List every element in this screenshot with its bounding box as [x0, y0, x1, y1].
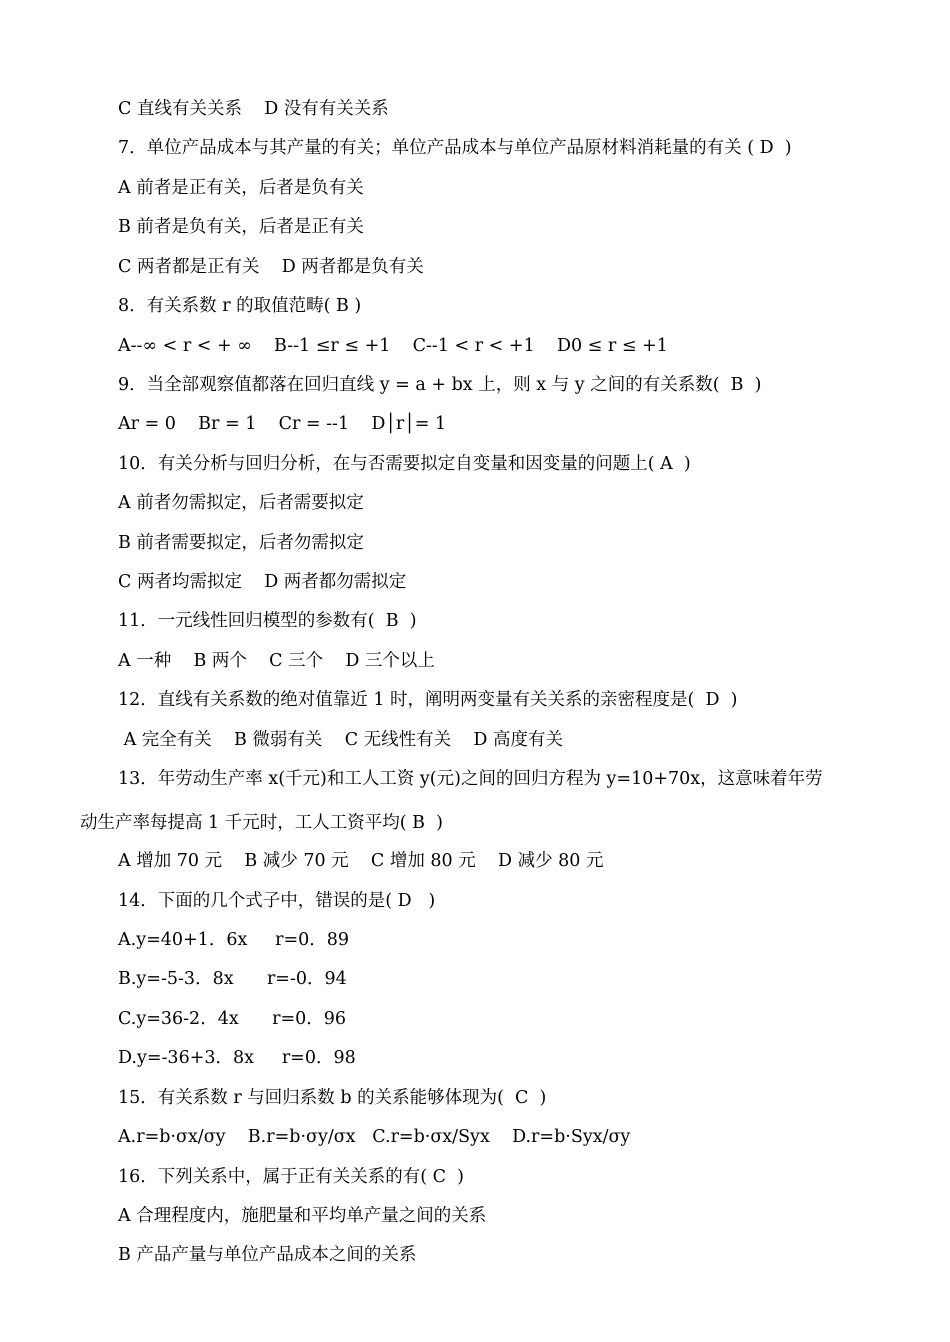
option-line: C 两者都是正有关 D 两者都是负有关: [118, 257, 424, 277]
question-8: 8．有关系数 r 的取值范畴( B ): [118, 296, 362, 316]
question-13: 13．年劳动生产率 x(千元)和工人工资 y(元)之间的回归方程为 y=10+70x，这意味着年劳: [118, 769, 823, 789]
option-line: A 前者是正有关，后者是负有关: [118, 178, 364, 198]
option-line: A 增加 70 元 B 减少 70 元 C 增加 80 元 D 减少 80 元: [118, 851, 604, 871]
question-9: 9．当全部观察值都落在回归直线 y = a + bx 上，则 x 与 y 之间的有关系数( B ): [118, 375, 762, 395]
question-12: 12．直线有关系数的绝对值靠近 1 时，阐明两变量有关关系的亲密程度是( D ): [118, 690, 738, 710]
option-line: A--∞ < r < + ∞ B--1 ≤r ≤ +1 C--1 < r < +1 D0 ≤ r ≤ +1: [118, 336, 668, 356]
option-line: A.y=40+1．6x r=0．89: [118, 930, 350, 950]
question-7: 7．单位产品成本与其产量的有关；单位产品成本与单位产品原材料消耗量的有关 ( D ): [118, 138, 792, 158]
option-line: A 合理程度内，施肥量和平均单产量之间的关系: [118, 1206, 487, 1226]
option-line: B.y=-5-3．8x r=-0．94: [118, 969, 347, 989]
option-line: B 前者是负有关，后者是正有关: [118, 217, 364, 237]
option-line: C 两者均需拟定 D 两者都勿需拟定: [118, 572, 407, 592]
question-14: 14．下面的几个式子中，错误的是( D ): [118, 891, 436, 911]
option-line: A 完全有关 B 微弱有关 C 无线性有关 D 高度有关: [118, 730, 563, 750]
question-10: 10．有关分析与回归分析，在与否需要拟定自变量和因变量的问题上( A ): [118, 454, 691, 474]
question-13-continued: 动生产率每提高 1 千元时，工人工资平均( B ): [80, 813, 443, 833]
option-line: A 前者勿需拟定，后者需要拟定: [118, 493, 364, 513]
option-line: B 前者需要拟定，后者勿需拟定: [118, 533, 364, 553]
option-line: A.r=b·σx/σy B.r=b·σy/σx C.r=b·σx/Syx D.r=b·Syx/σy: [118, 1127, 631, 1147]
option-line: D.y=-36+3．8x r=0．98: [118, 1048, 356, 1068]
question-15: 15．有关系数 r 与回归系数 b 的关系能够体现为( C ): [118, 1088, 547, 1108]
option-line: A 一种 B 两个 C 三个 D 三个以上: [118, 651, 435, 671]
option-line: C.y=36-2．4x r=0．96: [118, 1009, 347, 1029]
option-line: B 产品产量与单位产品成本之间的关系: [118, 1245, 417, 1265]
question-16: 16．下列关系中，属于正有关关系的有( C ): [118, 1167, 464, 1187]
question-11: 11．一元线性回归模型的参数有( B ): [118, 611, 417, 631]
option-line: Ar = 0 Br = 1 Cr = --1 D│r│= 1: [118, 414, 447, 434]
text-line: C 直线有关关系 D 没有有关关系: [118, 99, 389, 119]
